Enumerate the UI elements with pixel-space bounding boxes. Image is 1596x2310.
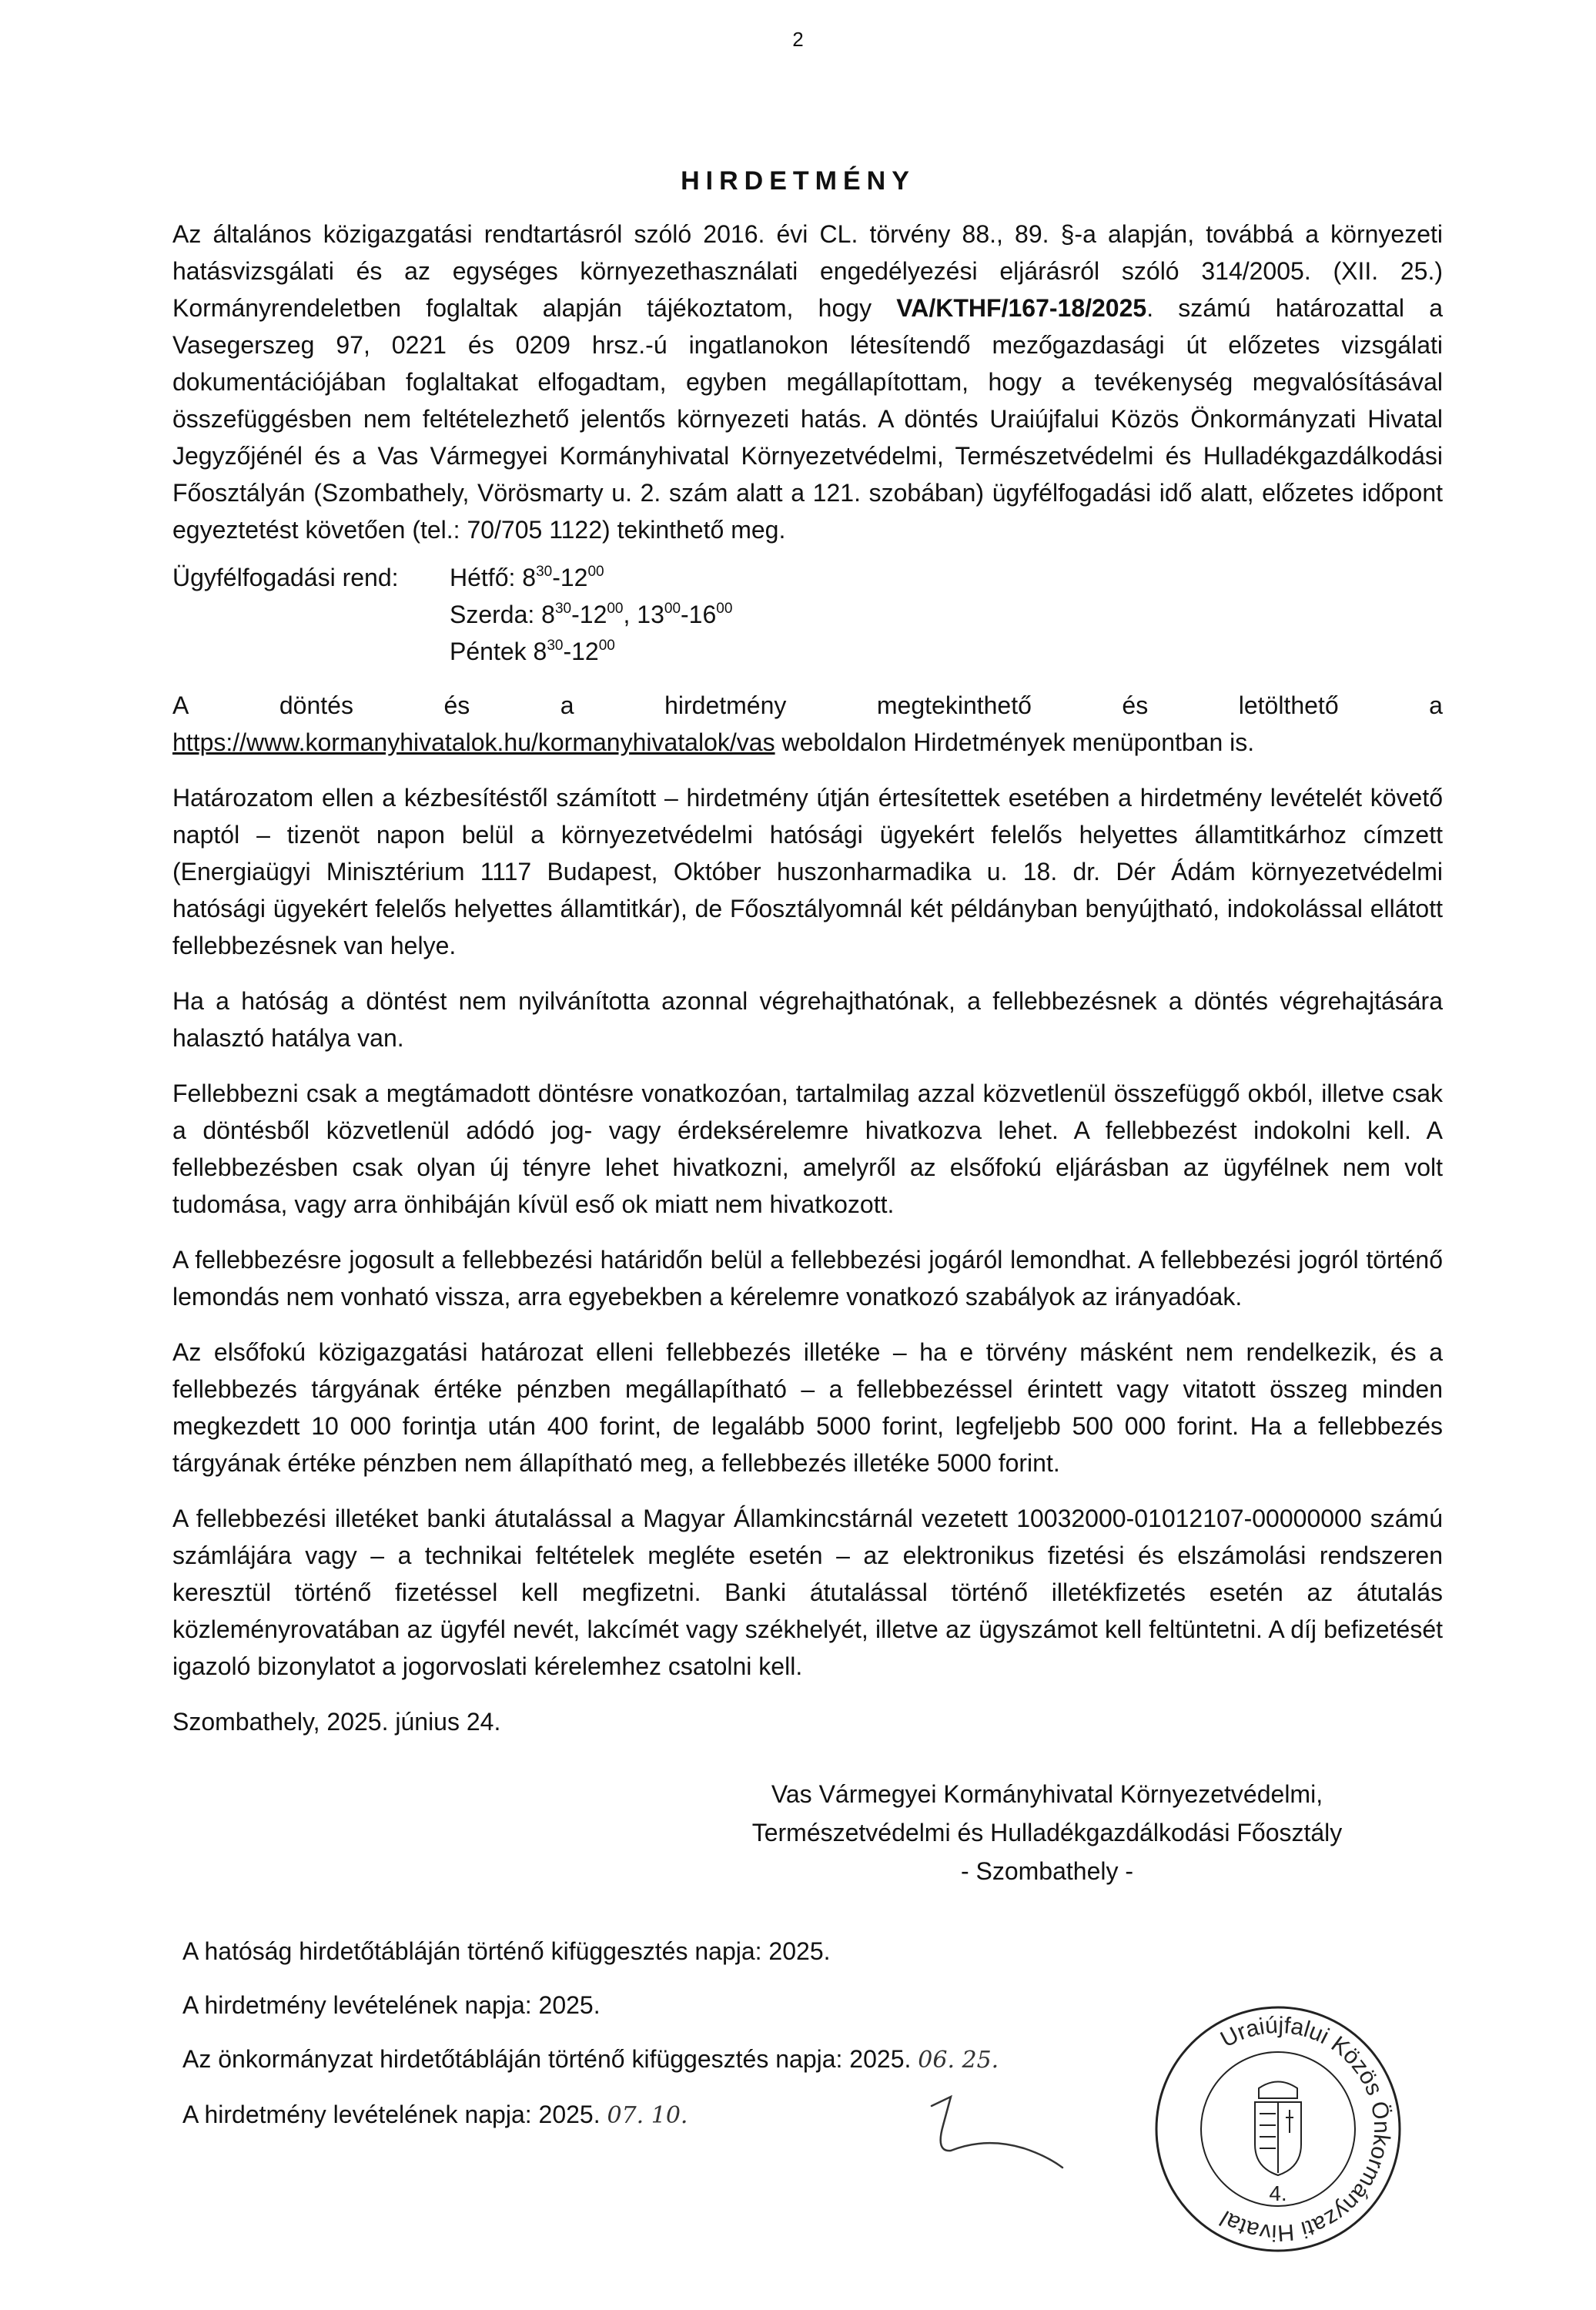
posting-footer: [182, 1933, 999, 2151]
handwritten-signature: [916, 2091, 1070, 2175]
signature-line: Vas Vármegyei Kormányhivatal Környezetvédelmi,: [771, 1780, 1323, 1808]
office-hours: [172, 559, 1443, 670]
coat-of-arms-icon: [1255, 2082, 1301, 2176]
office-hours-row: Péntek $8^{30}-12^{00}$: [450, 638, 615, 665]
date-line: Szombathely, 2025. június 24.: [172, 1708, 501, 1736]
signature-line: - Szombathely -: [960, 1857, 1134, 1885]
footer-line: A hatóság hirdetőtábláján történő kifüggesztés napja: 2025.: [182, 1937, 831, 1965]
page-number: 2: [792, 28, 804, 51]
payment-paragraph: A fellebbezési illetéket banki átutalással a Magyar Államkincstárnál vezetett 10032000-01012107-00000000 számú számlájára vagy – a technikai feltételek megléte esetén – az elektronikus fizetési és elszámolási rendszeren keresztül történő fizetéssel kell megfizetni. Banki átutalással történő illetékfizetés esetén az átutalás közleményrovatában az ügyfél nevét, lakcímét vagy székhelyét, illetve az ügyszámot kell feltüntetni. A díj befizetését igazoló bizonylatot a jogorvoslati kérelemhez csatolni kell.: [172, 1505, 1443, 1680]
stamp-number: 4.: [1269, 2181, 1287, 2205]
footer-line: Az önkormányzat hirdetőtábláján történő kifüggesztés napja: 2025. 06. 25.: [182, 2045, 999, 2074]
download-paragraph: [172, 687, 1443, 761]
appeal-grounds-paragraph: Fellebbezni csak a megtámadott döntésre vonatkozóan, tartalmilag azzal közvetlenül összefüggő okból, illetve csak a döntésből közvetlenül adódó jog- vagy érdeksérelemre hivatkozva lehet. A fellebbezést indokolni kell. A fellebbezésben csak olyan új tényre lehet hivatkozni, amelyről az elsőfokú eljárásban az ügyfélnek nem volt tudomása, vagy arra önhibáján kívül eső ok miatt nem hivatkozott.: [172, 1080, 1443, 1218]
footer-line: A hirdetmény levételének napja: 2025. 07. 10.: [182, 2101, 688, 2129]
office-hours-row: Hétfő: $8^{30}-12^{00}$: [450, 564, 604, 591]
signature-line: Természetvédelmi és Hulladékgazdálkodási Főosztály: [751, 1819, 1343, 1846]
stamp-text: Uraiújfalui Közös Önkormányzati Hivatal: [1215, 2012, 1395, 2246]
case-number: VA/KTHF/167-18/2025: [896, 294, 1147, 322]
download-line-1: A döntés és a hirdetmény megtekinthető és letölthető a: [172, 691, 1443, 719]
waiver-paragraph: A fellebbezésre jogosult a fellebbezési határidőn belül a fellebbezési jogáról lemondhat. A fellebbezési jogról történő lemondás nem vonható vissza, arra egyebekben a kérelemre vonatkozó szabályok az irányadóak.: [172, 1246, 1443, 1311]
signature-block: [716, 1775, 1378, 1890]
office-hours-row: Szerda: $8^{30}-12^{00}$, $13^{00}-16^{00}$: [450, 601, 733, 628]
footer-line: A hirdetmény levételének napja: 2025.: [182, 1991, 601, 2019]
fee-paragraph: Az elsőfokú közigazgatási határozat elleni fellebbezés illetéke – ha e törvény másként nem rendelkezik, és a fellebbezés tárgyának értéke pénzben megállapítható – a fellebbezéssel érintett vagy vitatott összeg minden megkezdett 10 000 forintja után 400 forint, de legalább 5000 forint, legfeljebb 500 000 forint. Ha a fellebbezés tárgyának értéke pénzben nem állapítható meg, a fellebbezés illetéke 5000 forint.: [172, 1338, 1443, 1477]
official-stamp: [1151, 2002, 1405, 2256]
download-text-end: weboldalon Hirdetmények menüpontban is.: [775, 728, 1255, 756]
handwritten-removal-date: 07. 10.: [607, 2102, 688, 2129]
intro-text-2: . számú határozattal a Vasegerszeg 97, 0221 és 0209 hrsz.-ú ingatlanokon létesítendő mezőgazdasági út előzetes vizsgálati dokumentációjában foglaltakat elfogadtam, egyben megállapítottam, hogy a tevékenység megvalósításával összefüggésben nem feltételezhető jelentős környezeti hatás. A döntés Uraiújfalui Közös Önkormányzati Hivatal Jegyzőjénél és a Vas Vármegyei Kormányhivatal Környezetvédelmi, Természetvédelmi és Hulladékgazdálkodási Főosztályán (Szombathely, Vörösmarty u. 2. szám alatt a 121. szobában) ügyfélfogadási idő alatt, előzetes időpont egyeztetést követően (tel.: 70/705 1122) tekinthető meg.: [172, 294, 1444, 544]
intro-text-1: Az általános közigazgatási rendtartásról szóló 2016. évi CL. törvény 88., 89. §-a alapján, továbbá a környezeti hatásvizsgálati és az egységes környezethasználati engedélyezési eljárásról szóló 314/2005. (XII. 25.) Kormányrendeletben foglaltak alapján tájékoztatom, hogy: [172, 220, 1443, 322]
intro-paragraph: [172, 216, 1443, 548]
document-body: [172, 216, 1443, 1759]
suspension-paragraph: Ha a hatóság a döntést nem nyilvánította azonnal végrehajthatónak, a fellebbezésnek a döntés végrehajtására halasztó hatálya van.: [172, 987, 1443, 1052]
appeal-paragraph: Határozatom ellen a kézbesítéstől számított – hirdetmény útján értesítettek esetében a hirdetmény levételét követő naptól – tizenöt napon belül a környezetvédelmi hatósági ügyekért felelős helyettes államtitkárhoz címzett (Energiaügyi Minisztérium 1117 Budapest, Október huszonharmadika u. 18. dr. Dér Ádám környezetvédelmi hatósági ügyekért felelős helyettes államtitkár), de Főosztályomnál két példányban benyújtható, indokolással ellátott fellebbezésnek van helye.: [172, 784, 1443, 959]
website-link[interactable]: https://www.kormanyhivatalok.hu/kormanyhivatalok/vas: [172, 728, 775, 756]
document-title: HIRDETMÉNY: [681, 166, 915, 196]
office-hours-label: Ügyfélfogadási rend:: [172, 564, 399, 591]
office-hours-list: [450, 559, 732, 670]
handwritten-posting-date: 06. 25.: [918, 2047, 999, 2074]
